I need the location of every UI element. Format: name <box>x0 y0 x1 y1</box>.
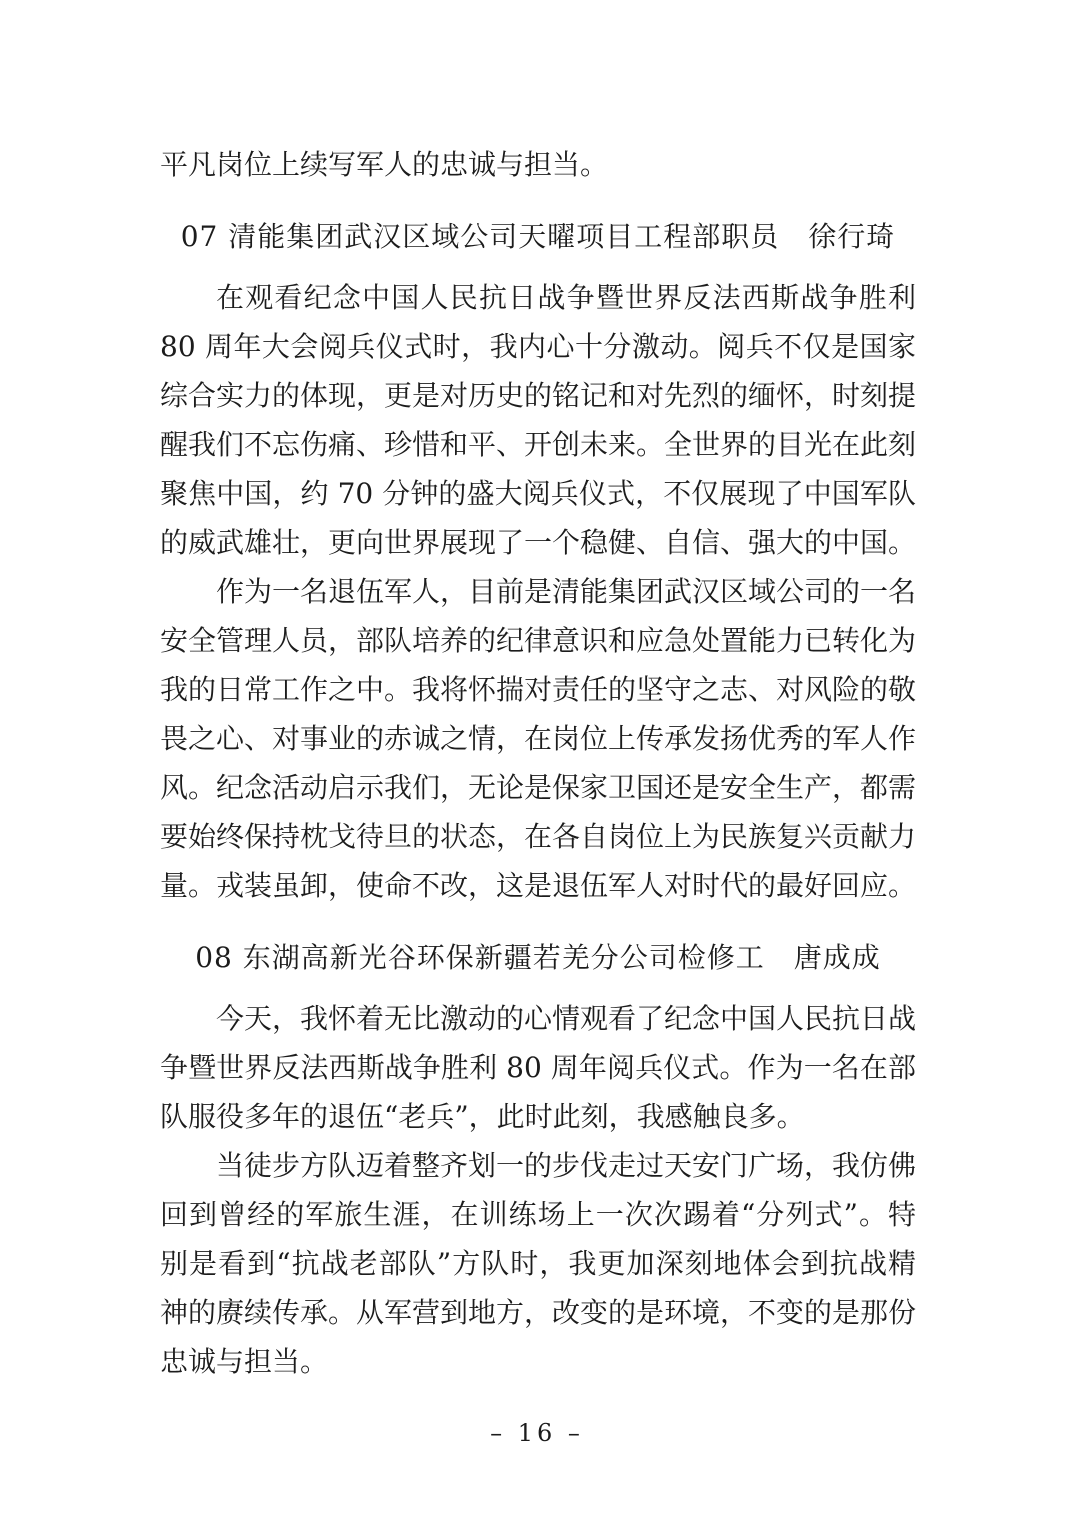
section-08-paragraph-1: 今天，我怀着无比激动的心情观看了纪念中国人民抗日战争暨世界反法西斯战争胜利 80 周年阅兵仪式。作为一名在部队服役多年的退伍“老兵”，此时此刻，我感触良多。 <box>160 1002 917 1133</box>
section-08-paragraph-2: 当徒步方队迈着整齐划一的步伐走过天安门广场，我仿佛回到曾经的军旅生涯，在训练场上一次次踢着“分列式”。特别是看到“抗战老部队”方队时，我更加深刻地体会到抗战精神的赓续传承。从军营到地方，改变的是环境，不变的是那份忠诚与担当。 <box>160 1149 917 1378</box>
section-07-paragraph-2: 作为一名退伍军人，目前是清能集团武汉区域公司的一名安全管理人员，部队培养的纪律意识和应急处置能力已转化为我的日常工作之中。我将怀揣对责任的坚守之志、对风险的敬畏之心、对事业的赤诚之情，在岗位上传承发扬优秀的军人作风。纪念活动启示我们，无论是保家卫国还是安全生产，都需要始终保持枕戈待旦的状态，在各自岗位上为民族复兴贡献力量。戎装虽卸，使命不改，这是退伍军人对时代的最好回应。 <box>160 575 917 902</box>
page-number: – 16 – <box>490 1419 584 1447</box>
section-heading-08: 08 东湖高新光谷环保新疆若羌分公司检修工 唐成成 <box>195 941 881 974</box>
section-07-paragraph-1: 在观看纪念中国人民抗日战争暨世界反法西斯战争胜利 80 周年大会阅兵仪式时，我内心十分激动。阅兵不仅是国家综合实力的体现，更是对历史的铭记和对先烈的缅怀，时刻提醒我们不忘伤痛、珍惜和平、开创未来。全世界的目光在此刻聚焦中国，约 70 分钟的盛大阅兵仪式，不仅展现了中国军队的威武雄壮，更向世界展现了一个稳健、自信、强大的中国。 <box>160 281 917 559</box>
paragraph-continuation: 平凡岗位上续写军人的忠诚与担当。 <box>160 148 609 181</box>
section-heading-07: 07 清能集团武汉区域公司天曜项目工程部职员 徐行琦 <box>180 220 896 253</box>
